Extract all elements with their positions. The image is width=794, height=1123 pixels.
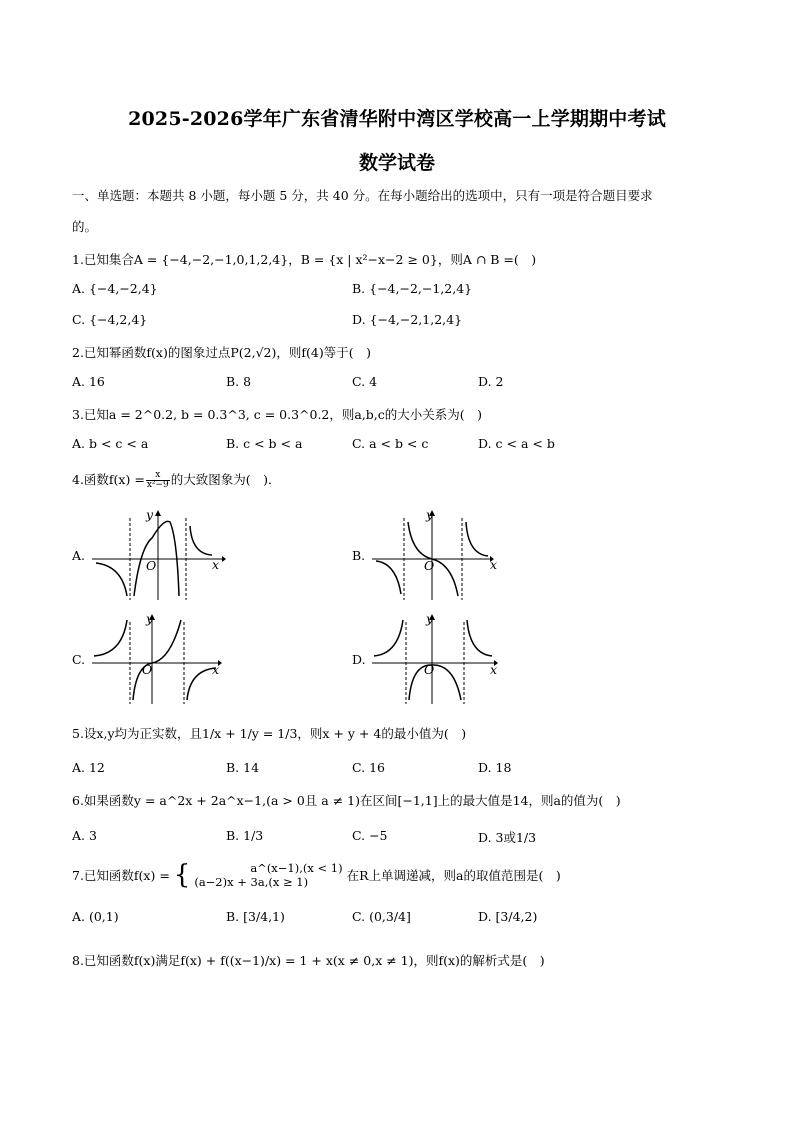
q4-graph-b-origin-label: O [424,558,435,573]
q7-option-b: B. [3/4,1) [226,909,285,924]
q4-graph-b-x-label: x [490,557,498,572]
q5-option-c: C. 16 [352,760,385,775]
q4-option-b-label: B. [352,548,366,563]
q7-piecewise [194,861,342,889]
q4-graph-a [92,508,226,600]
q6-option-b: B. 1/3 [226,828,264,843]
q2-option-c: C. 4 [352,374,378,389]
q4-fraction [146,471,170,490]
q7-case-2: (a−2)x + 3a,(x ≥ 1) [194,875,309,889]
q1-option-b: B. {−4,−2,−1,2,4} [352,281,473,296]
section-instructions-line2: 的。 [72,219,98,234]
q5-option-a: A. 12 [72,760,105,775]
q4-numerator: x [146,471,170,481]
q4-option-d-label: D. [352,652,366,667]
q4-graph-a-x-label: x [212,557,220,572]
q4-option-a-label: A. [72,548,86,563]
section-instructions-line1: 一、单选题：本题共 8 小题，每小题 5 分，共 40 分。在每小题给出的选项中，只有一项是符合题目要求 [72,188,653,203]
q7-prefix: 7.已知函数f(x) = [72,868,170,883]
q2-option-b: B. 8 [226,374,252,389]
q4-option-c-label: C. [72,652,86,667]
question-2-text: 2.已知幂函数f(x)的图象过点P(2,√2)，则f(4)等于( ) [72,345,371,360]
q1-option-d: D. {−4,−2,1,2,4} [352,312,463,327]
q3-option-c: C. a < b < c [352,436,429,451]
question-3-text: 3.已知a = 2^0.2, b = 0.3^3, c = 0.3^0.2，则a,b,c的大小关系为( ) [72,407,483,422]
q4-graph-a-origin-label: O [146,558,157,573]
q7-option-c: C. (0,3/4] [352,909,411,924]
q7-brace: { [173,860,191,890]
question-5-text: 5.设x,y均为正实数，且1/x + 1/y = 1/3，则x + y + 4的最小值为( ) [72,726,467,741]
q4-graph-b [372,508,506,600]
q7-option-d: D. [3/4,2) [478,909,538,924]
q4-denominator: x²−9 [146,480,169,490]
q2-option-a: A. 16 [72,374,105,389]
q5-option-b: B. 14 [226,760,260,775]
q2-option-d: D. 2 [478,374,504,389]
exam-title: 2025-2026学年广东省清华附中湾区学校高一上学期期中考试 [128,108,666,130]
q4-suffix: 的大致图象为( )． [170,472,281,487]
q7-case-1: a^(x−1),(x < 1) [250,861,343,875]
question-7-text [72,860,561,890]
q4-graph-c-x-label: x [212,662,220,677]
q1-option-a: A. {−4,−2,4} [72,281,158,296]
q1-option-c: C. {−4,2,4} [72,312,148,327]
q4-graph-c-origin-label: O [142,662,153,677]
question-1-text: 1.已知集合A = {−4,−2,−1,0,1,2,4}，B = {x | x²−x−2 ≥ 0}，则A ∩ B =( ) [72,252,537,267]
q7-option-a: A. (0,1) [72,909,119,924]
question-4-text [72,470,281,490]
q4-graph-b-y-label: y [426,507,434,522]
q7-suffix: 在R上单调递减，则a的取值范围是( ) [346,868,561,883]
q4-graph-d-origin-label: O [424,662,435,677]
question-6-text: 6.如果函数y = a^2x + 2a^x−1,(a > 0且 a ≠ 1)在区间[−1,1]上的最大值是14，则a的值为( ) [72,793,621,808]
q6-option-c: C. −5 [352,828,388,843]
q3-option-b: B. c < b < a [226,436,303,451]
q6-option-a: A. 3 [72,828,97,843]
q5-option-d: D. 18 [478,760,512,775]
q4-prefix: 4.函数f(x) = [72,472,145,487]
q4-graph-c [92,612,226,704]
q3-option-a: A. b < c < a [72,436,149,451]
q6-option-d: D. 3或1/3 [478,830,537,845]
q4-graph-c-y-label: y [146,611,154,626]
exam-subtitle: 数学试卷 [358,152,435,174]
q4-graph-a-y-label: y [146,507,154,522]
question-8-text: 8.已知函数f(x)满足f(x) + f((x−1)/x) = 1 + x(x ≠ 0,x ≠ 1)，则f(x)的解析式是( ) [72,953,545,968]
q4-graph-d [372,612,506,704]
q3-option-d: D. c < a < b [478,436,555,451]
q4-graph-d-x-label: x [490,662,498,677]
q4-graph-d-y-label: y [426,611,434,626]
